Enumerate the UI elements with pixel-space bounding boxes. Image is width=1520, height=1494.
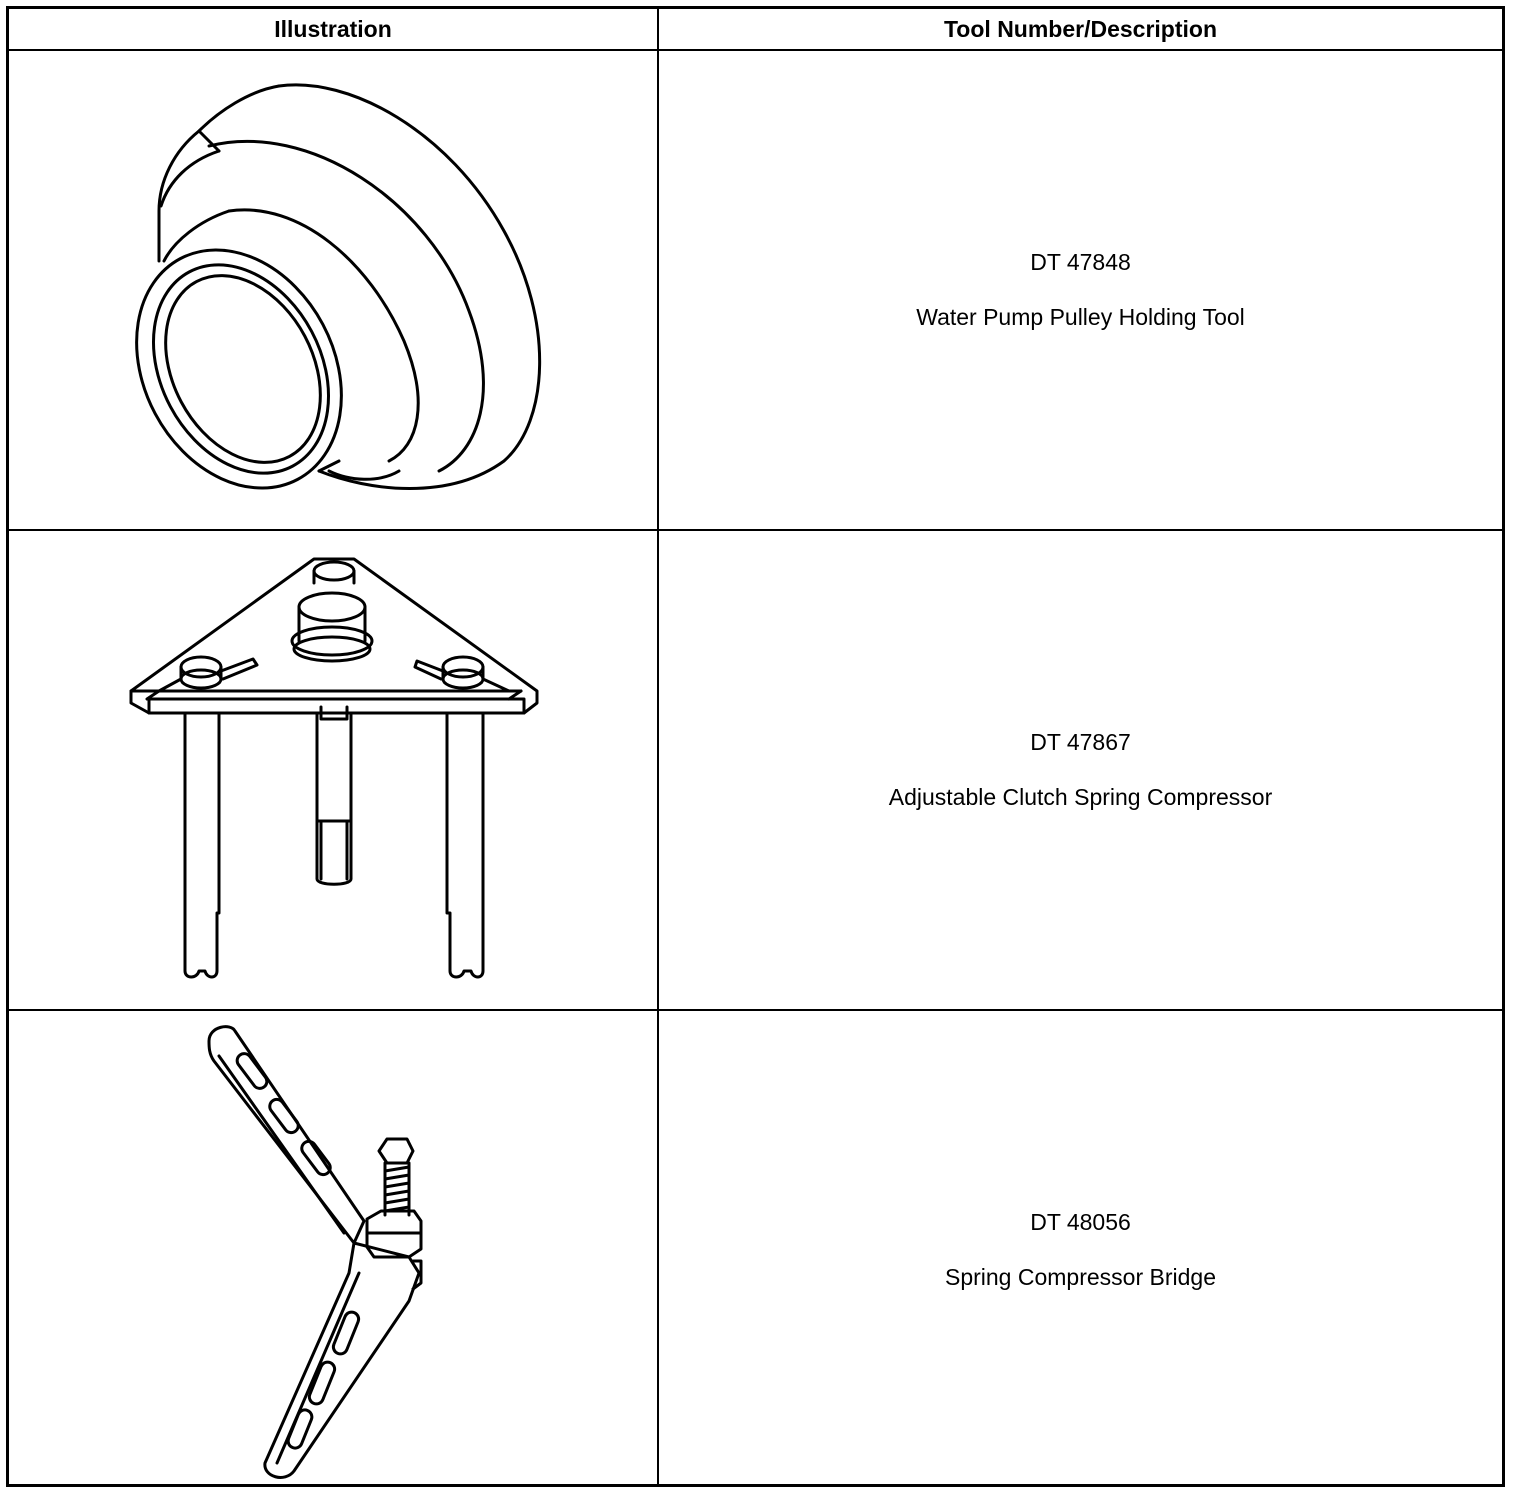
three-leg-compressor-icon	[9, 531, 657, 1009]
tool-table	[6, 6, 1505, 1487]
tool-description: Water Pump Pulley Holding Tool	[916, 304, 1245, 330]
header-illustration: Illustration	[274, 16, 392, 42]
description-cell	[659, 1011, 1502, 1484]
description-cell	[659, 531, 1502, 1009]
tool-description: Adjustable Clutch Spring Compressor	[888, 784, 1273, 810]
bridge-with-bolt-icon	[9, 1011, 657, 1484]
illustration-cell	[9, 51, 657, 529]
holding-tool-ring-icon	[9, 51, 657, 529]
header-tool-description: Tool Number/Description	[943, 16, 1218, 42]
tool-number: DT 47848	[1030, 249, 1131, 275]
tool-description: Spring Compressor Bridge	[944, 1264, 1216, 1290]
table-row	[9, 531, 1502, 1011]
illustration-cell	[9, 1011, 657, 1484]
table-header	[9, 9, 1502, 51]
table-row	[9, 1011, 1502, 1484]
tool-number: DT 48056	[1030, 1209, 1131, 1235]
illustration-cell	[9, 531, 657, 1009]
column-divider	[657, 9, 659, 1484]
description-cell	[659, 51, 1502, 529]
table-row	[9, 51, 1502, 531]
tool-number: DT 47867	[1030, 729, 1131, 755]
